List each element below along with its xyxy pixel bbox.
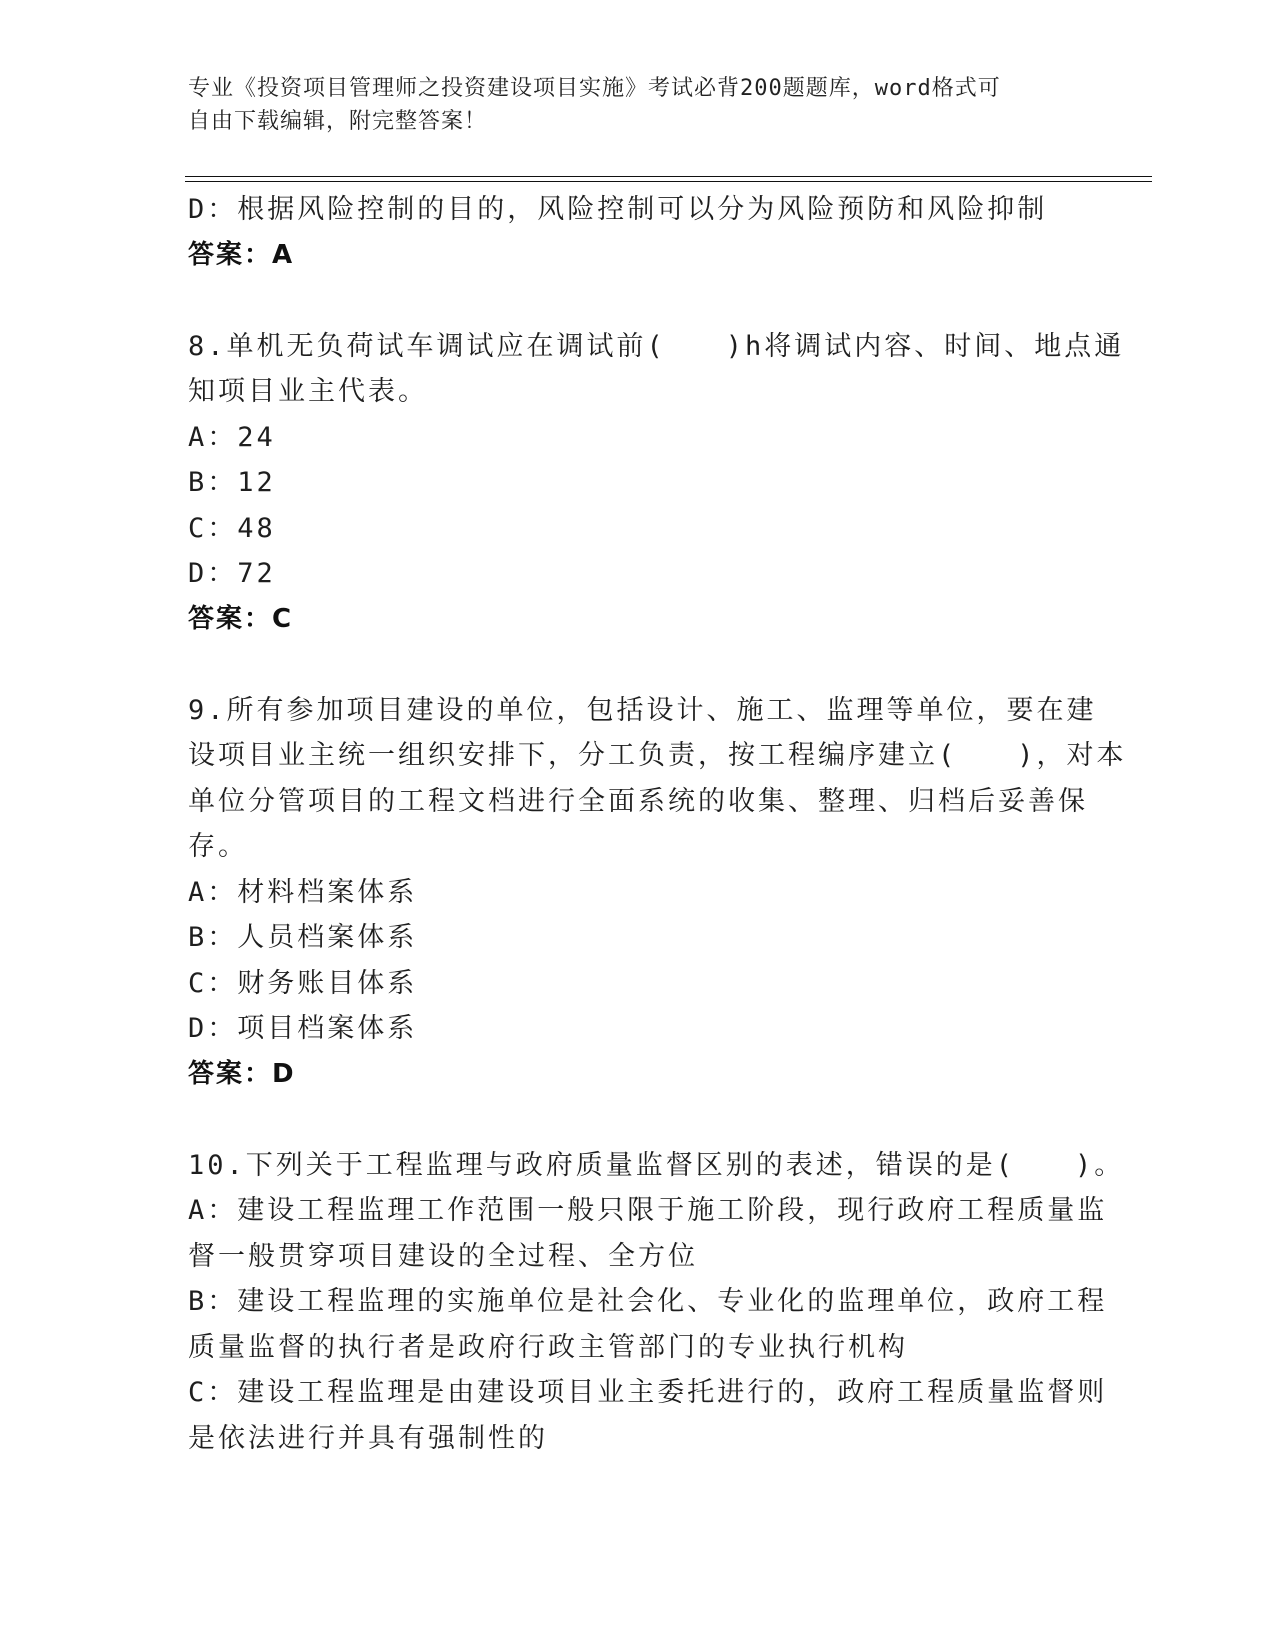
option-b: B：人员档案体系 [188, 922, 418, 953]
question-9 [188, 688, 1127, 1098]
question-stem: 9.所有参加项目建设的单位，包括设计、施工、监理等单位，要在建 [188, 694, 1097, 726]
question-stem: 存。 [188, 831, 248, 862]
question-7 [188, 187, 1088, 278]
answer-line: 答案：D [188, 1058, 296, 1089]
header-divider-top [185, 176, 1152, 177]
question-10 [188, 1143, 1125, 1462]
option-c-continued: 是依法进行并具有强制性的 [188, 1422, 548, 1454]
header-line-1: 专业《投资项目管理师之投资建设项目实施》考试必背200题题库，word格式可 [188, 76, 1001, 101]
option-c: C：建设工程监理是由建设项目业主委托进行的，政府工程质量监督则 [188, 1377, 1108, 1408]
option-b: B：建设工程监理的实施单位是社会化、专业化的监理单位，政府工程 [188, 1286, 1108, 1317]
document-header [188, 72, 1068, 138]
option-c: C：48 [188, 512, 276, 544]
option-a: A：材料档案体系 [188, 876, 418, 908]
option-b: B：12 [188, 467, 276, 498]
option-c: C：财务账目体系 [188, 967, 418, 999]
option-b-continued: 质量监督的执行者是政府行政主管部门的专业执行机构 [188, 1331, 908, 1363]
question-stem: 知项目业主代表。 [188, 376, 428, 407]
spacer [188, 1097, 1088, 1143]
answer-line: 答案：C [188, 603, 294, 634]
question-8 [188, 324, 1125, 643]
question-stem: 单位分管项目的工程文档进行全面系统的收集、整理、归档后妥善保 [188, 785, 1088, 817]
option-d: D：项目档案体系 [188, 1013, 418, 1044]
option-d: D：72 [188, 558, 276, 589]
header-line-2: 自由下载编辑，附完整答案！ [188, 109, 488, 134]
spacer [188, 642, 1088, 688]
option-d: D：根据风险控制的目的，风险控制可以分为风险预防和风险抑制 [188, 194, 1048, 225]
question-stem: 10.下列关于工程监理与政府质量监督区别的表述，错误的是( )。 [188, 1149, 1125, 1181]
header-divider-bottom [185, 181, 1152, 182]
option-a-continued: 督一般贯穿项目建设的全过程、全方位 [188, 1240, 698, 1272]
spacer [188, 278, 1088, 324]
answer-line: 答案：A [188, 239, 295, 270]
option-a: A：24 [188, 421, 276, 453]
question-stem: 设项目业主统一组织安排下，分工负责，按工程编序建立( )，对本 [188, 740, 1127, 771]
option-a: A：建设工程监理工作范围一般只限于施工阶段，现行政府工程质量监 [188, 1195, 1108, 1226]
question-content [188, 187, 1127, 1461]
question-stem: 8.单机无负荷试车调试应在调试前( )h将调试内容、时间、地点通 [188, 330, 1125, 362]
